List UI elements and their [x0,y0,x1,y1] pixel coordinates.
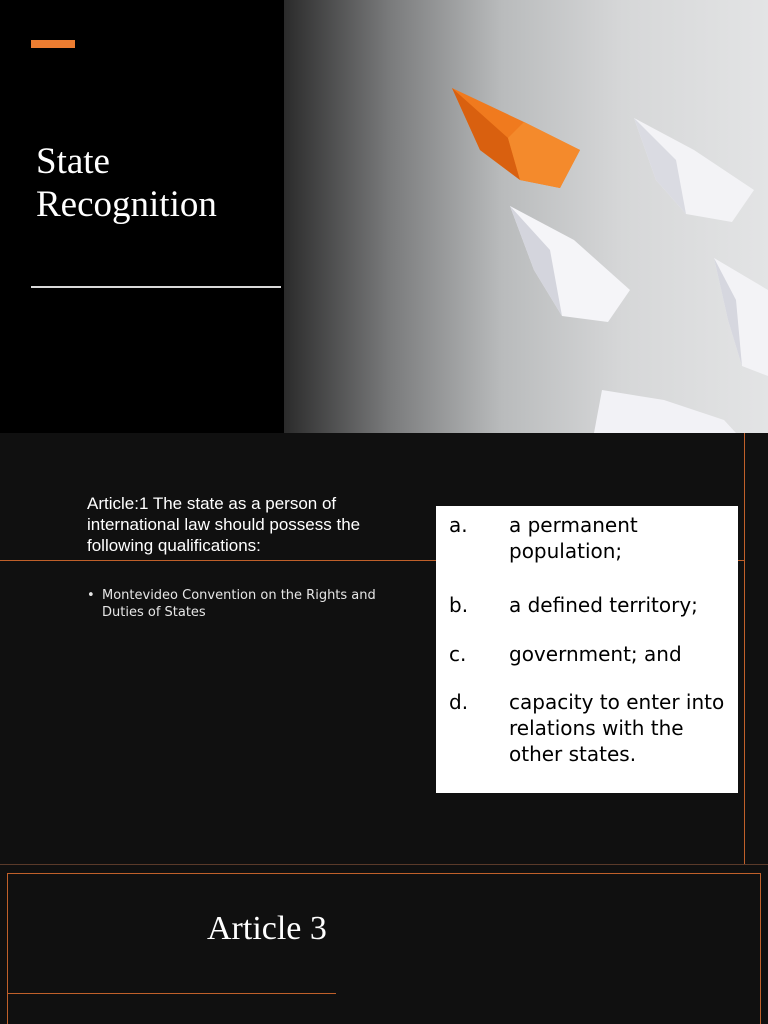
list-item [449,512,729,564]
orange-boat [452,88,580,188]
bullet-icon: • [87,588,95,603]
article3-slide [0,866,768,1024]
title-divider [31,286,281,288]
slide-border [0,864,768,865]
slide-frame [7,873,761,1024]
list-item [449,641,729,667]
white-boat-2 [510,206,630,322]
bullet-text: Montevideo Convention on the Rights and Duties of States [102,588,376,620]
list-item [449,592,729,618]
white-boat-4 [594,390,736,433]
item-text: capacity to enter into relations with the other states. [509,690,725,766]
white-boat-1 [634,118,754,222]
list-item [449,689,729,767]
vertical-rule [744,433,745,864]
slide-title: Article 3 [207,910,327,947]
item-label: c. [449,642,467,666]
white-boat-3 [714,258,768,376]
slide-title: State Recognition [36,141,217,225]
title-slide [0,0,768,433]
paper-boats-photo [284,0,768,433]
item-label: b. [449,593,469,617]
item-text: a defined territory; [509,593,698,617]
accent-bar [31,40,75,48]
item-label: d. [449,690,469,714]
item-label: a. [449,513,468,537]
qualifications-list [436,506,738,793]
article-heading: Article:1 The state as a person of international law should possess the following qualifications: [87,494,361,555]
qualifications-slide [0,433,768,866]
source-bullet [87,587,377,621]
item-text: government; and [509,642,682,666]
item-text: a permanent population; [509,513,638,563]
title-divider [8,993,336,994]
